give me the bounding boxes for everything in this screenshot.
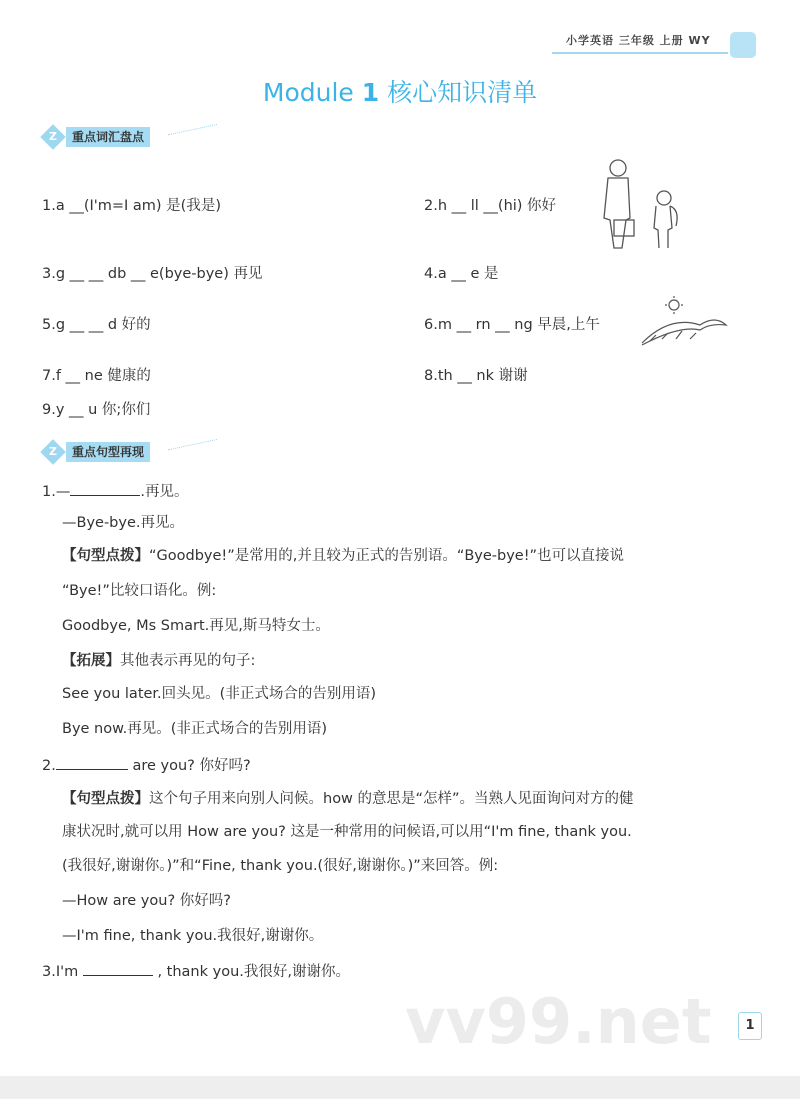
q1-ext-1: See you later.回头见。(非正式场合的告别用语): [62, 686, 376, 702]
answer-blank[interactable]: [70, 481, 140, 496]
q1-extension: [62, 652, 255, 670]
paper-plane-icon: [168, 439, 220, 464]
tip-label: 【句型点拨】: [62, 548, 149, 564]
ext-text: 其他表示再见的句子:: [120, 653, 256, 669]
sentence-3: [42, 961, 350, 981]
vocab-item: 6.m __ rn __ ng 早晨,上午: [424, 317, 600, 333]
page-title: [0, 78, 800, 108]
q2-prefix: 2.: [42, 758, 56, 774]
answer-blank[interactable]: [83, 961, 153, 976]
q3-suffix: , thank you.我很好,谢谢你。: [152, 964, 350, 980]
ext-label: 【拓展】: [62, 653, 120, 669]
book-series: 小学英语 三年级 上册 WY: [566, 34, 711, 47]
vocab-item: 9.y __ u 你;你们: [42, 402, 151, 418]
q2-tip: [62, 790, 634, 808]
q2-tip-cont: 康状况时,就可以用 How are you? 这是一种常用的问候语,可以用“I'm fine, thank you.: [62, 824, 632, 840]
sentence-1: [42, 481, 188, 501]
tip-label: 【句型点拨】: [62, 791, 149, 807]
q3-prefix: 3.I'm: [42, 964, 83, 980]
q1-tip: [62, 547, 624, 565]
vocab-item: 2.h __ ll __(hi) 你好: [424, 198, 557, 214]
q2-example-2: —I'm fine, thank you.我很好,谢谢你。: [62, 928, 324, 944]
vocab-item: 7.f __ ne 健康的: [42, 368, 151, 384]
title-number: 1: [361, 78, 380, 107]
page-number: 1: [738, 1012, 762, 1040]
q1-prefix: 1.—: [42, 484, 71, 500]
tip-text: 这个句子用来向别人问候。how 的意思是“怎样”。当熟人见面询问对方的健: [149, 791, 634, 807]
vocab-item: 3.g __ __ db __ e(bye-bye) 再见: [42, 266, 263, 282]
section-label: 重点句型再现: [66, 442, 150, 462]
vocab-item: 1.a __(I'm=I am) 是(我是): [42, 198, 221, 214]
badge-letter: Z: [49, 130, 57, 143]
q2-example-1: —How are you? 你好吗?: [62, 893, 231, 909]
bear-icon: [730, 32, 756, 58]
q1-example: Goodbye, Ms Smart.再见,斯马特女士。: [62, 618, 330, 634]
paper-plane-icon: [168, 124, 220, 149]
title-module: Module: [262, 78, 354, 107]
title-rest: 核心知识清单: [387, 78, 538, 107]
q1-suffix: .再见。: [140, 484, 189, 500]
q2-tip-cont2: (我很好,谢谢你。)”和“Fine, thank you.(很好,谢谢你。)”来回答。例:: [62, 858, 499, 874]
header-underline: [552, 52, 728, 54]
teacher-student-illustration: [596, 158, 688, 253]
vocab-item: 5.g __ __ d 好的: [42, 317, 151, 333]
tip-text: “Goodbye!”是常用的,并且较为正式的告别语。“Bye-bye!”也可以直接说: [149, 548, 625, 564]
book-header: [552, 30, 757, 60]
watermark: vv99.net: [405, 985, 712, 1058]
q1-ext-2: Bye now.再见。(非正式场合的告别用语): [62, 721, 328, 737]
badge-letter: Z: [49, 445, 57, 458]
q2-suffix: are you? 你好吗?: [127, 758, 251, 774]
q1-tip-cont: “Bye!”比较口语化。例:: [62, 583, 217, 599]
q1-reply: —Bye-bye.再见。: [62, 515, 184, 531]
sentence-2: [42, 755, 251, 775]
section-label: 重点词汇盘点: [66, 127, 150, 147]
sunrise-hill-illustration: [640, 295, 730, 350]
bottom-strip: [0, 1076, 800, 1099]
vocab-item: 4.a __ e 是: [424, 266, 499, 282]
answer-blank[interactable]: [56, 755, 128, 770]
vocab-item: 8.th __ nk 谢谢: [424, 368, 528, 384]
